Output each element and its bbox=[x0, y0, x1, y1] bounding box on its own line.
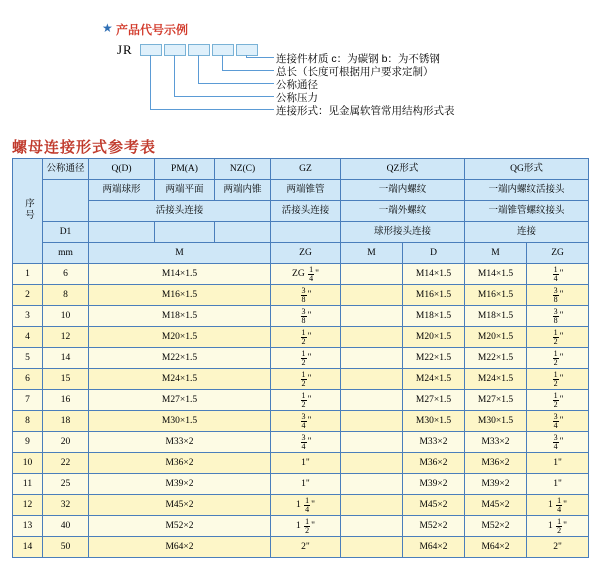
header-seq bbox=[13, 159, 43, 264]
legend-item-nominal-diameter: 公称通径 bbox=[276, 79, 318, 91]
header-group-nzc: NZ(C) bbox=[215, 159, 271, 180]
cell-qg-m: M16×1.5 bbox=[465, 285, 527, 306]
cell-dn: 15 bbox=[43, 369, 89, 390]
table-row bbox=[13, 411, 589, 432]
legend-item-material: 连接件材质 c：为碳钢 b：为不锈钢 bbox=[276, 53, 440, 65]
cell-qz-m bbox=[341, 495, 403, 516]
header-thread-qg-m: M bbox=[465, 243, 527, 264]
leader-line-1-h bbox=[246, 57, 274, 58]
cell-qg-zg: $\frac{3}{4}$ " bbox=[527, 411, 589, 432]
header-blank-qd bbox=[89, 222, 155, 243]
table-row bbox=[13, 516, 589, 537]
header-blank-pma bbox=[155, 222, 215, 243]
cell-seq: 8 bbox=[13, 411, 43, 432]
cell-gz: $\frac{3}{4}$ " bbox=[271, 432, 341, 453]
cell-seq: 10 bbox=[13, 453, 43, 474]
header-nominal-diameter-merge bbox=[43, 180, 89, 222]
header-nominal-diameter: 公称通径 bbox=[43, 159, 89, 180]
header-union-connection-gz: 活接头连接 bbox=[271, 201, 341, 222]
cell-qg-m: M39×2 bbox=[465, 474, 527, 495]
cell-qz-d: M30×1.5 bbox=[403, 411, 465, 432]
table-row bbox=[13, 390, 589, 411]
cell-qz-d: M39×2 bbox=[403, 474, 465, 495]
header-qg-desc: 一端内螺纹活接头 bbox=[465, 180, 589, 201]
header-group-qz: QZ形式 bbox=[341, 159, 465, 180]
cell-qz-d: M24×1.5 bbox=[403, 369, 465, 390]
cell-qz-d: M45×2 bbox=[403, 495, 465, 516]
cell-dn: 16 bbox=[43, 390, 89, 411]
cell-qz-d: M52×2 bbox=[403, 516, 465, 537]
header-thread-qz-m: M bbox=[341, 243, 403, 264]
cell-qz-m bbox=[341, 369, 403, 390]
cell-qz-m bbox=[341, 306, 403, 327]
cell-qg-zg: $\frac{1}{2}$ " bbox=[527, 327, 589, 348]
cell-seq: 6 bbox=[13, 369, 43, 390]
code-box-3 bbox=[188, 44, 210, 56]
cell-seq: 3 bbox=[13, 306, 43, 327]
cell-gz: 1" bbox=[271, 474, 341, 495]
header-nzc-desc: 两端内锥 bbox=[215, 180, 271, 201]
header-group-gz: GZ bbox=[271, 159, 341, 180]
cell-dn: 10 bbox=[43, 306, 89, 327]
cell-qg-zg: $\frac{1}{2}$ " bbox=[527, 390, 589, 411]
nut-connection-reference-table bbox=[12, 158, 589, 558]
header-pma-desc: 两端平面 bbox=[155, 180, 215, 201]
cell-gz: $\frac{1}{2}$ " bbox=[271, 390, 341, 411]
header-qd-desc: 两端球形 bbox=[89, 180, 155, 201]
leader-line-3-h bbox=[198, 83, 274, 84]
star-icon: ★ bbox=[102, 21, 113, 35]
header-qz-desc: 一端内螺纹 bbox=[341, 180, 465, 201]
cell-gz: $\frac{1}{2}$ " bbox=[271, 327, 341, 348]
header-seq-label: 序号 bbox=[22, 197, 34, 221]
cell-dn: 32 bbox=[43, 495, 89, 516]
cell-dn: 40 bbox=[43, 516, 89, 537]
cell-q: M16×1.5 bbox=[89, 285, 271, 306]
table-row bbox=[13, 474, 589, 495]
header-qg-connection: 连接 bbox=[465, 222, 589, 243]
cell-seq: 1 bbox=[13, 264, 43, 285]
cell-qg-m: M24×1.5 bbox=[465, 369, 527, 390]
leader-line-4-v bbox=[174, 55, 175, 97]
legend-title: 产品代号示例 bbox=[116, 23, 189, 37]
cell-gz: $\frac{3}{8}$ " bbox=[271, 306, 341, 327]
cell-qz-m bbox=[341, 348, 403, 369]
cell-qz-m bbox=[341, 537, 403, 558]
cell-gz: $\frac{3}{8}$ " bbox=[271, 285, 341, 306]
table-header-row-2 bbox=[13, 180, 589, 201]
cell-dn: 12 bbox=[43, 327, 89, 348]
header-union-connection-left: 活接头连接 bbox=[89, 201, 271, 222]
cell-qg-zg: 2" bbox=[527, 537, 589, 558]
cell-seq: 7 bbox=[13, 390, 43, 411]
table-header-row-1 bbox=[13, 159, 589, 180]
code-box-4 bbox=[212, 44, 234, 56]
cell-qz-d: M22×1.5 bbox=[403, 348, 465, 369]
table-row bbox=[13, 348, 589, 369]
cell-qg-m: M22×1.5 bbox=[465, 348, 527, 369]
cell-qz-d: M27×1.5 bbox=[403, 390, 465, 411]
cell-qg-zg: $\frac{1}{2}$ " bbox=[527, 369, 589, 390]
cell-seq: 2 bbox=[13, 285, 43, 306]
table-row bbox=[13, 264, 589, 285]
cell-qz-m bbox=[341, 432, 403, 453]
legend-item-length: 总长（长度可根据用户要求定制） bbox=[276, 66, 434, 78]
cell-gz: 1 $\frac{1}{4}$ " bbox=[271, 495, 341, 516]
table-row bbox=[13, 537, 589, 558]
product-code-prefix: JR bbox=[117, 42, 133, 57]
leader-line-2-h bbox=[222, 70, 274, 71]
cell-seq: 11 bbox=[13, 474, 43, 495]
cell-dn: 8 bbox=[43, 285, 89, 306]
code-box-2 bbox=[164, 44, 186, 56]
table-row bbox=[13, 495, 589, 516]
header-d1: D1 bbox=[43, 222, 89, 243]
cell-qz-m bbox=[341, 264, 403, 285]
cell-dn: 14 bbox=[43, 348, 89, 369]
cell-qz-d: M64×2 bbox=[403, 537, 465, 558]
cell-dn: 6 bbox=[43, 264, 89, 285]
header-qz-ball-joint: 球形接头连接 bbox=[341, 222, 465, 243]
cell-qz-m bbox=[341, 411, 403, 432]
legend-item-connection-type: 连接形式：见金属软管常用结构形式表 bbox=[276, 105, 455, 117]
cell-dn: 50 bbox=[43, 537, 89, 558]
cell-seq: 13 bbox=[13, 516, 43, 537]
cell-gz: 1" bbox=[271, 453, 341, 474]
leader-line-5-v bbox=[150, 55, 151, 110]
header-unit-mm: mm bbox=[43, 243, 89, 264]
leader-line-3-v bbox=[198, 55, 199, 84]
cell-qz-m bbox=[341, 390, 403, 411]
table-row bbox=[13, 369, 589, 390]
cell-qg-m: M18×1.5 bbox=[465, 306, 527, 327]
cell-dn: 18 bbox=[43, 411, 89, 432]
header-thread-qz-d: D bbox=[403, 243, 465, 264]
cell-qg-m: M14×1.5 bbox=[465, 264, 527, 285]
header-blank-gz bbox=[271, 222, 341, 243]
code-box-5 bbox=[236, 44, 258, 56]
cell-qz-d: M18×1.5 bbox=[403, 306, 465, 327]
cell-qg-zg: $\frac{1}{2}$ " bbox=[527, 348, 589, 369]
cell-seq: 9 bbox=[13, 432, 43, 453]
cell-dn: 20 bbox=[43, 432, 89, 453]
cell-qg-m: M30×1.5 bbox=[465, 411, 527, 432]
cell-gz: $\frac{3}{4}$ " bbox=[271, 411, 341, 432]
code-box-1 bbox=[140, 44, 162, 56]
cell-qg-zg: 1" bbox=[527, 453, 589, 474]
cell-qg-zg: $\frac{3}{8}$ " bbox=[527, 306, 589, 327]
cell-gz: $\frac{1}{2}$ " bbox=[271, 348, 341, 369]
cell-qz-m bbox=[341, 453, 403, 474]
cell-q: M20×1.5 bbox=[89, 327, 271, 348]
cell-q: M45×2 bbox=[89, 495, 271, 516]
cell-qz-d: M16×1.5 bbox=[403, 285, 465, 306]
cell-gz: 1 $\frac{1}{2}$ " bbox=[271, 516, 341, 537]
cell-qz-m bbox=[341, 474, 403, 495]
header-group-qd: Q(D) bbox=[89, 159, 155, 180]
cell-gz: 2" bbox=[271, 537, 341, 558]
table-row bbox=[13, 306, 589, 327]
cell-q: M24×1.5 bbox=[89, 369, 271, 390]
cell-seq: 4 bbox=[13, 327, 43, 348]
cell-qz-d: M36×2 bbox=[403, 453, 465, 474]
cell-seq: 14 bbox=[13, 537, 43, 558]
cell-q: M39×2 bbox=[89, 474, 271, 495]
cell-qg-zg: 1" bbox=[527, 474, 589, 495]
cell-qg-m: M33×2 bbox=[465, 432, 527, 453]
cell-dn: 25 bbox=[43, 474, 89, 495]
legend-item-nominal-pressure: 公称压力 bbox=[276, 92, 318, 104]
cell-q: M18×1.5 bbox=[89, 306, 271, 327]
cell-qz-m bbox=[341, 516, 403, 537]
cell-qg-m: M36×2 bbox=[465, 453, 527, 474]
cell-q: M27×1.5 bbox=[89, 390, 271, 411]
cell-q: M52×2 bbox=[89, 516, 271, 537]
cell-gz: $\frac{1}{2}$ " bbox=[271, 369, 341, 390]
cell-qz-d: M20×1.5 bbox=[403, 327, 465, 348]
header-thread-m: M bbox=[89, 243, 271, 264]
header-gz-desc: 两端锥管 bbox=[271, 180, 341, 201]
cell-q: M33×2 bbox=[89, 432, 271, 453]
cell-qg-zg: $\frac{3}{4}$ " bbox=[527, 432, 589, 453]
table-row bbox=[13, 453, 589, 474]
cell-qz-m bbox=[341, 327, 403, 348]
leader-line-2-v bbox=[222, 55, 223, 71]
cell-qg-zg: $\frac{1}{4}$ " bbox=[527, 264, 589, 285]
cell-q: M64×2 bbox=[89, 537, 271, 558]
cell-qz-d: M33×2 bbox=[403, 432, 465, 453]
table-row bbox=[13, 285, 589, 306]
cell-q: M14×1.5 bbox=[89, 264, 271, 285]
header-thread-qg-zg: ZG bbox=[527, 243, 589, 264]
table-header-row-3 bbox=[13, 201, 589, 222]
cell-qg-m: M45×2 bbox=[465, 495, 527, 516]
header-blank-nzc bbox=[215, 222, 271, 243]
cell-qg-m: M27×1.5 bbox=[465, 390, 527, 411]
cell-q: M30×1.5 bbox=[89, 411, 271, 432]
table-header-row-4 bbox=[13, 222, 589, 243]
table-row bbox=[13, 327, 589, 348]
cell-qz-m bbox=[341, 285, 403, 306]
header-qg-taper-pipe-joint: 一端锥管螺纹接头 bbox=[465, 201, 589, 222]
cell-qg-m: M64×2 bbox=[465, 537, 527, 558]
cell-q: M36×2 bbox=[89, 453, 271, 474]
cell-dn: 22 bbox=[43, 453, 89, 474]
header-group-pma: PM(A) bbox=[155, 159, 215, 180]
product-code-legend bbox=[0, 0, 600, 132]
leader-line-4-h bbox=[174, 96, 274, 97]
table-row bbox=[13, 432, 589, 453]
cell-seq: 5 bbox=[13, 348, 43, 369]
cell-seq: 12 bbox=[13, 495, 43, 516]
header-group-qg: QG形式 bbox=[465, 159, 589, 180]
cell-qg-m: M52×2 bbox=[465, 516, 527, 537]
table-header-row-5 bbox=[13, 243, 589, 264]
cell-qz-d: M14×1.5 bbox=[403, 264, 465, 285]
cell-qg-zg: 1 $\frac{1}{4}$ " bbox=[527, 495, 589, 516]
cell-gz: ZG $\frac{1}{4}$ " bbox=[271, 264, 341, 285]
cell-qg-zg: 1 $\frac{1}{2}$ " bbox=[527, 516, 589, 537]
leader-line-5-h bbox=[150, 109, 274, 110]
cell-q: M22×1.5 bbox=[89, 348, 271, 369]
header-thread-zg: ZG bbox=[271, 243, 341, 264]
cell-qg-zg: $\frac{3}{8}$ " bbox=[527, 285, 589, 306]
page-title: 螺母连接形式参考表 bbox=[12, 139, 157, 156]
cell-qg-m: M20×1.5 bbox=[465, 327, 527, 348]
header-qz-external-thread: 一端外螺纹 bbox=[341, 201, 465, 222]
